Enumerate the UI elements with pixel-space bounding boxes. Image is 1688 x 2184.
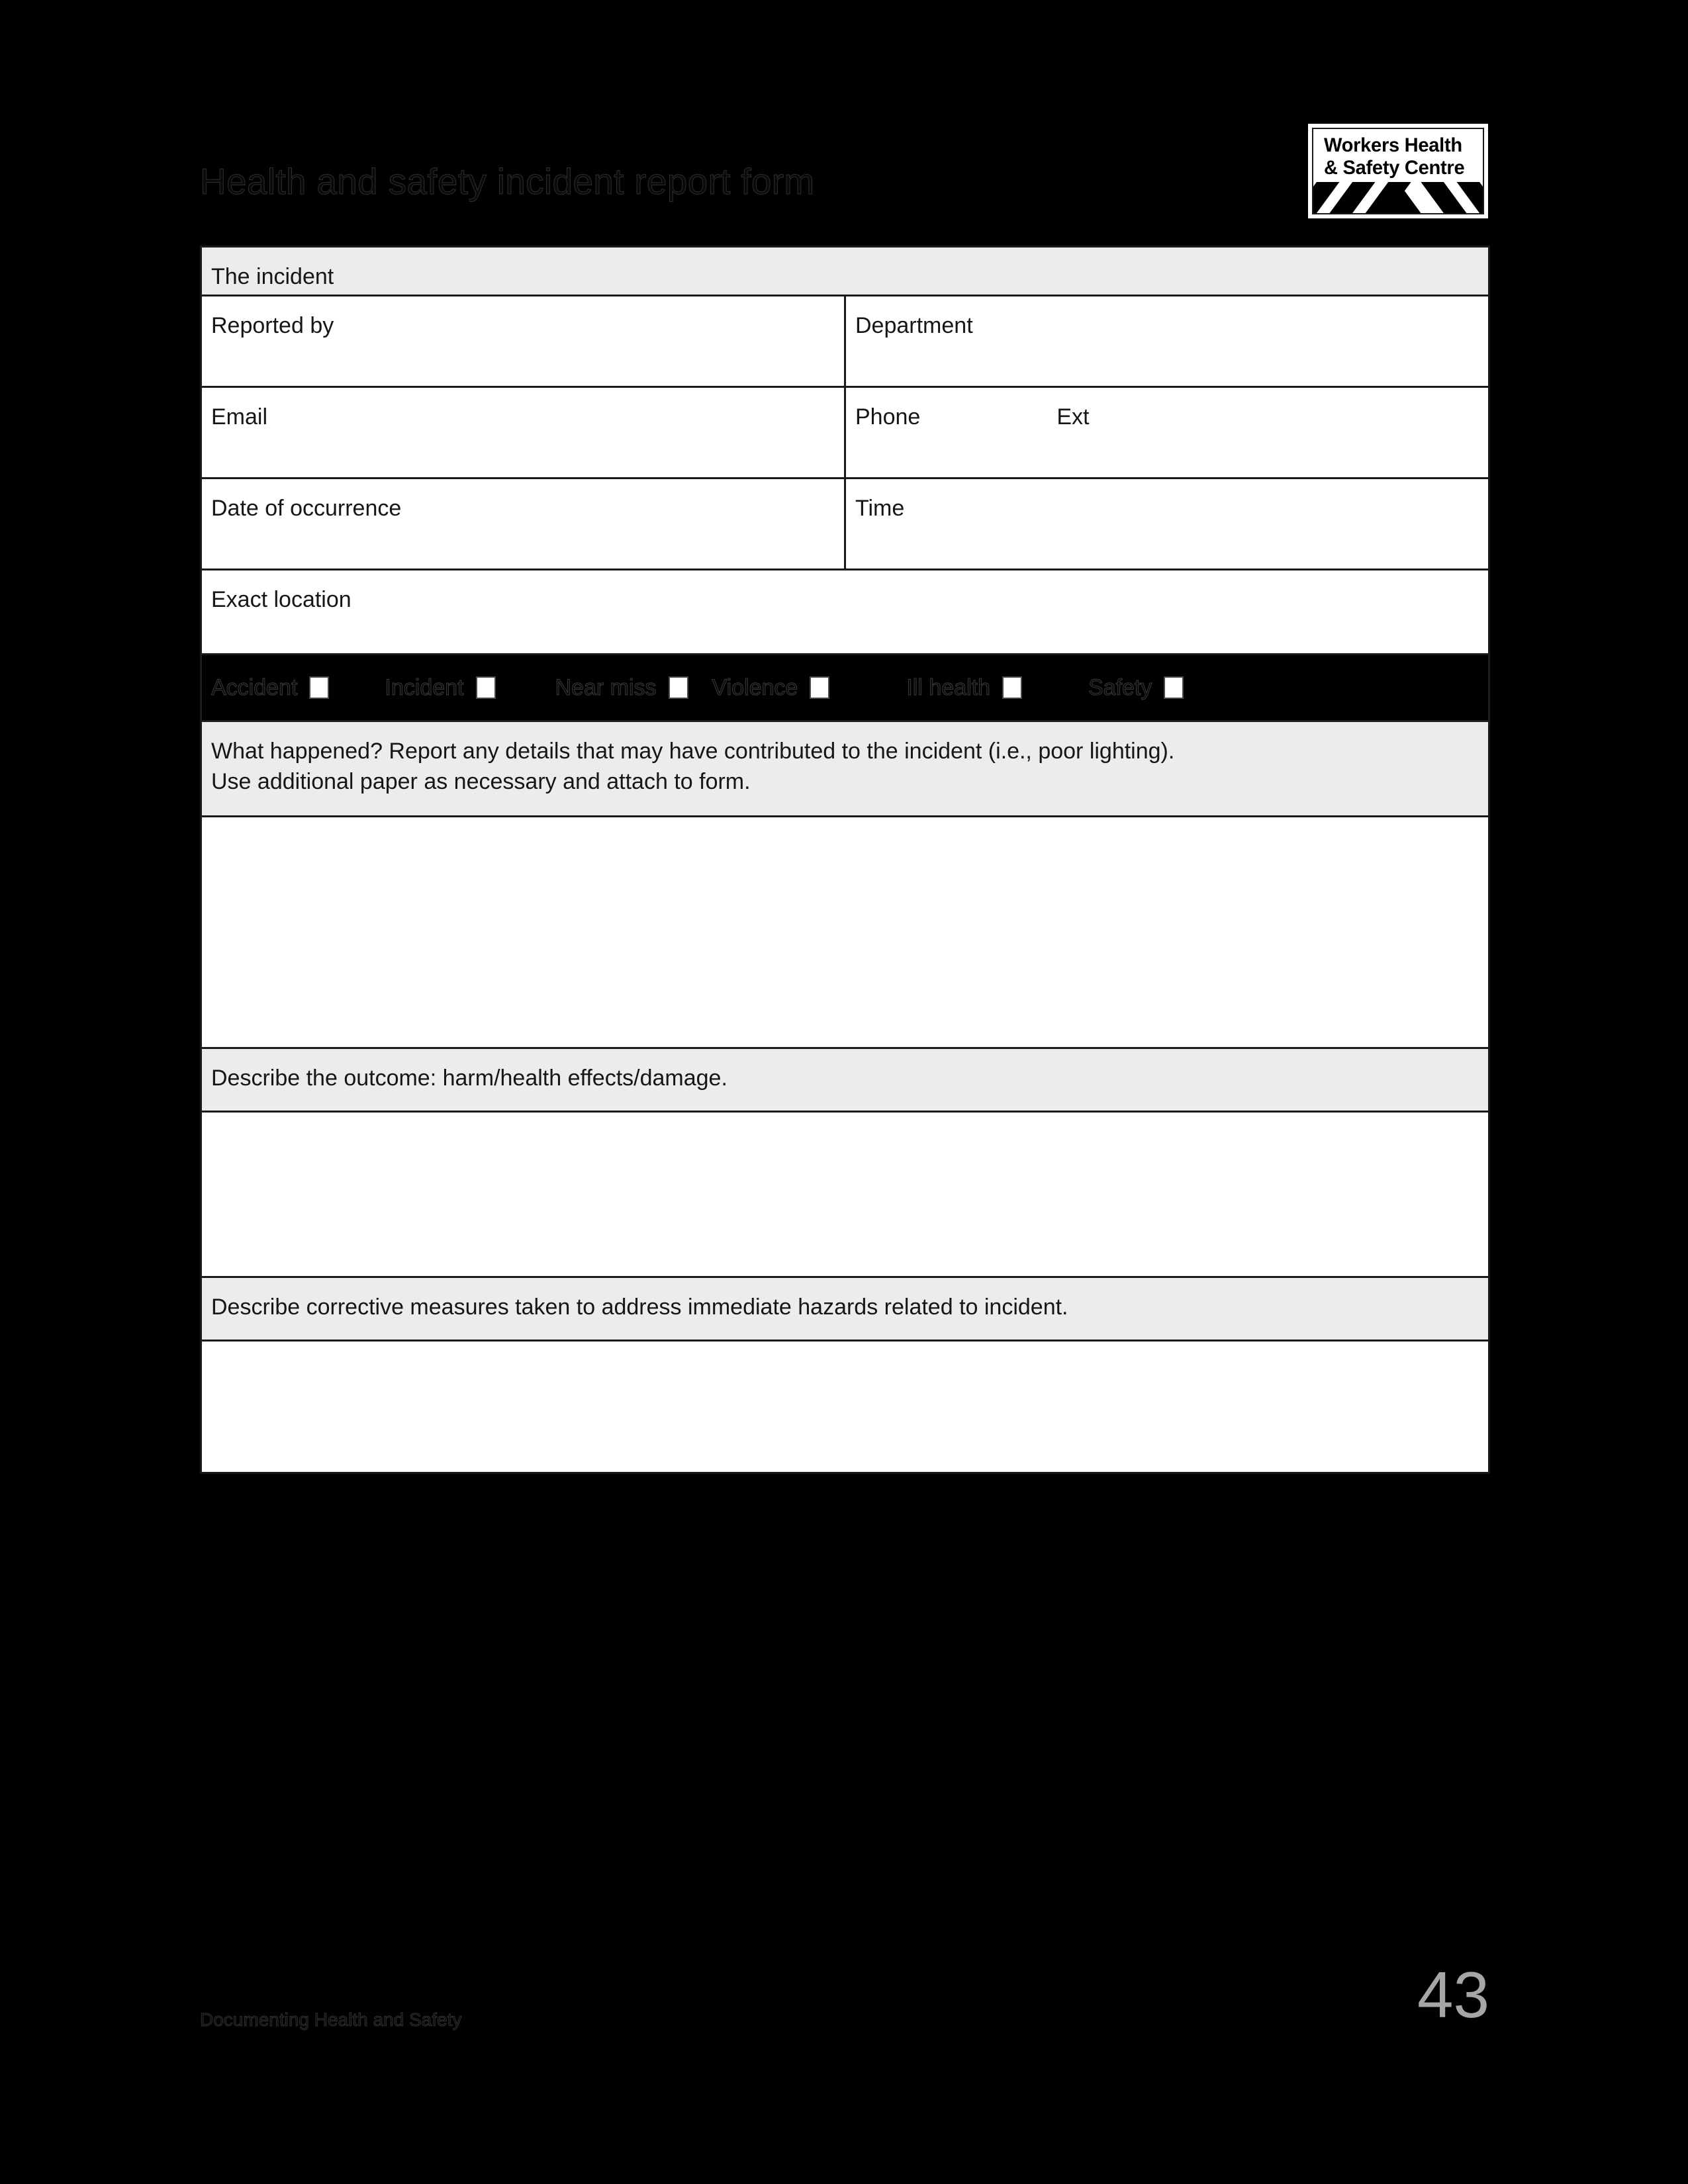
time-label: Time [855,496,905,521]
prompt-outcome-label: Describe the outcome: harm/health effects/damage. [211,1066,727,1091]
field-cell-department[interactable] [845,296,1489,387]
answer-text-outcome [202,1113,1488,1127]
prompt-row-what-happened [201,721,1489,817]
checkbox-item-incident[interactable] [385,676,495,699]
answer-row-corrective-measures[interactable] [201,1341,1489,1473]
prompt-corrective-measures-label: Describe corrective measures taken to address immediate hazards related to incident. [211,1295,1068,1320]
checkbox-incident[interactable] [476,676,496,699]
answer-area-what-happened[interactable] [201,817,1489,1048]
checkbox-label-violence: Violence [712,675,798,700]
answer-area-corrective-measures[interactable] [201,1341,1489,1473]
checkbox-label-safety: Safety [1088,675,1152,700]
answer-text-what-happened [202,817,1488,832]
checkbox-item-accident[interactable] [211,676,329,699]
field-row-email-phone[interactable] [201,387,1489,478]
checkbox-label-accident: Accident [211,675,298,700]
checkbox-near-miss[interactable] [669,676,688,699]
section-header-row [201,247,1489,296]
checkbox-safety[interactable] [1164,676,1184,699]
exact-location-label: Exact location [211,587,352,612]
checkbox-item-violence[interactable] [712,676,830,699]
document-header [200,116,1488,242]
organization-logo [1308,124,1488,218]
incident-type-checkbox-group [202,655,1488,720]
checkbox-label-incident: Incident [385,675,464,700]
field-cell-date-of-occurrence[interactable] [201,478,845,570]
incident-report-form [200,246,1490,1474]
incident-type-row[interactable] [201,655,1489,721]
section-header-label: The incident [211,264,334,289]
answer-area-outcome[interactable] [201,1112,1489,1277]
prompt-row-outcome [201,1048,1489,1112]
footer-note: Documenting Health and Safety [200,2009,462,2030]
ext-label: Ext [1056,404,1090,430]
checkbox-ill-health[interactable] [1002,676,1022,699]
logo-line-2: & Safety Centre [1324,157,1465,179]
field-cell-time[interactable] [845,478,1489,570]
logo-frame [1312,128,1484,214]
checkbox-label-ill-health: Ill health [906,675,990,700]
logo-line-1: Workers Health [1324,134,1462,157]
date-of-occurrence-label: Date of occurrence [211,496,402,521]
phone-label: Phone [855,404,921,430]
checkbox-violence[interactable] [810,676,829,699]
field-row-date-time[interactable] [201,478,1489,570]
field-cell-email[interactable] [201,387,845,478]
prompt-what-happened-line-1: What happened? Report any details that may have contributed to the incident (i.e., poor lighting). [211,739,1175,764]
page-number: 43 [1417,1958,1489,2031]
page-title: Health and safety incident report form [200,161,815,202]
field-row-exact-location[interactable] [201,570,1489,655]
department-label: Department [855,313,973,338]
field-cell-reported-by[interactable] [201,296,845,387]
answer-row-outcome[interactable] [201,1112,1489,1277]
hazard-chevron-stripes-icon [1313,182,1483,213]
prompt-what-happened-line-2: Use additional paper as necessary and attach to form. [211,768,751,794]
answer-text-corrective-measures [202,1342,1488,1356]
logo-wordmark [1313,129,1483,182]
checkbox-item-safety[interactable] [1088,676,1184,699]
prompt-row-corrective-measures [201,1277,1489,1341]
answer-row-what-happened[interactable] [201,817,1489,1048]
field-cell-phone[interactable] [845,387,1489,478]
checkbox-item-ill-health[interactable] [906,676,1022,699]
checkbox-item-near-miss[interactable] [555,676,688,699]
field-row-reported-by[interactable] [201,296,1489,387]
reported-by-label: Reported by [211,313,334,338]
checkbox-label-near-miss: Near miss [555,675,657,700]
field-cell-exact-location[interactable] [201,570,1489,655]
checkbox-accident[interactable] [309,676,329,699]
email-label: Email [211,404,268,430]
